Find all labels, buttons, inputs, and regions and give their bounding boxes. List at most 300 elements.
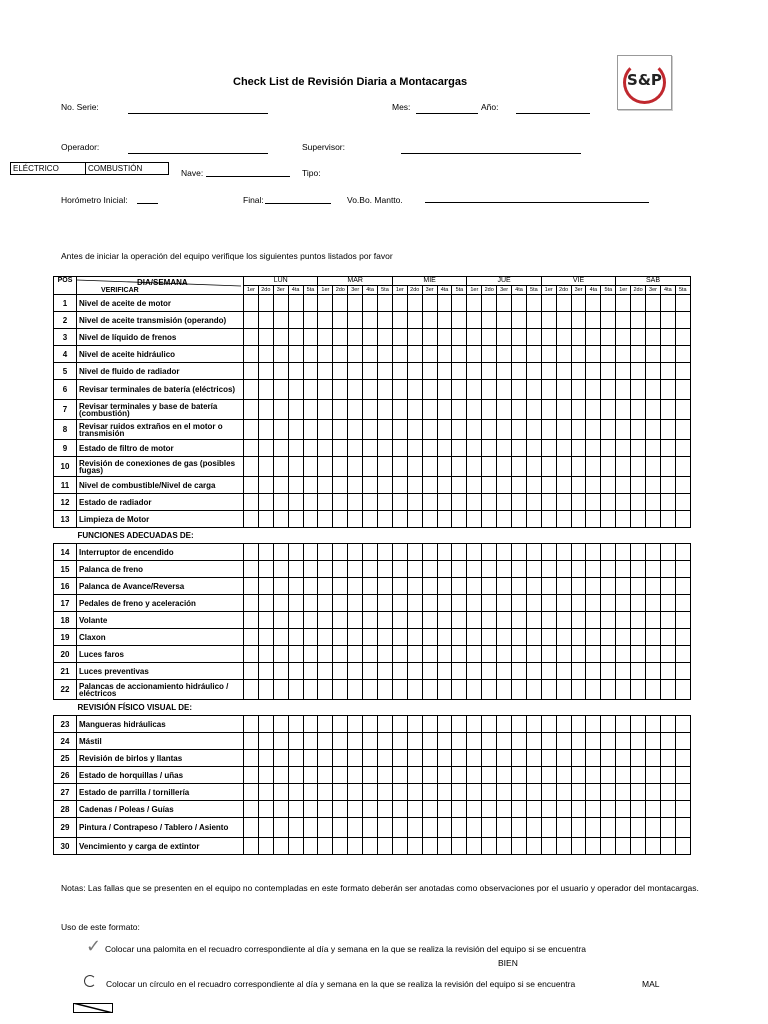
check-cell[interactable] — [378, 663, 393, 680]
check-cell[interactable] — [422, 612, 437, 629]
check-cell[interactable] — [467, 733, 482, 750]
check-cell[interactable] — [586, 801, 601, 818]
check-cell[interactable] — [407, 784, 422, 801]
check-cell[interactable] — [660, 400, 675, 420]
check-cell[interactable] — [348, 733, 363, 750]
check-cell[interactable] — [437, 346, 452, 363]
check-cell[interactable] — [616, 295, 631, 312]
check-cell[interactable] — [601, 646, 616, 663]
check-cell[interactable] — [258, 663, 273, 680]
check-cell[interactable] — [318, 767, 333, 784]
check-cell[interactable] — [660, 380, 675, 400]
check-cell[interactable] — [646, 544, 661, 561]
check-cell[interactable] — [541, 440, 556, 457]
check-cell[interactable] — [571, 295, 586, 312]
check-cell[interactable] — [244, 380, 259, 400]
check-cell[interactable] — [497, 312, 512, 329]
check-cell[interactable] — [333, 750, 348, 767]
check-cell[interactable] — [660, 750, 675, 767]
check-cell[interactable] — [601, 663, 616, 680]
check-cell[interactable] — [348, 457, 363, 477]
check-cell[interactable] — [571, 400, 586, 420]
check-cell[interactable] — [273, 733, 288, 750]
check-cell[interactable] — [616, 838, 631, 855]
check-cell[interactable] — [348, 578, 363, 595]
check-cell[interactable] — [437, 363, 452, 380]
check-cell[interactable] — [601, 494, 616, 511]
check-cell[interactable] — [601, 750, 616, 767]
check-cell[interactable] — [467, 595, 482, 612]
check-cell[interactable] — [497, 511, 512, 528]
check-cell[interactable] — [348, 663, 363, 680]
check-cell[interactable] — [422, 561, 437, 578]
check-cell[interactable] — [407, 440, 422, 457]
check-cell[interactable] — [363, 544, 378, 561]
check-cell[interactable] — [273, 838, 288, 855]
check-cell[interactable] — [601, 457, 616, 477]
check-cell[interactable] — [541, 680, 556, 700]
check-cell[interactable] — [452, 511, 467, 528]
check-cell[interactable] — [303, 801, 318, 818]
check-cell[interactable] — [631, 629, 646, 646]
check-cell[interactable] — [258, 329, 273, 346]
check-cell[interactable] — [363, 629, 378, 646]
check-cell[interactable] — [586, 767, 601, 784]
check-cell[interactable] — [378, 440, 393, 457]
check-cell[interactable] — [363, 663, 378, 680]
check-cell[interactable] — [586, 733, 601, 750]
check-cell[interactable] — [616, 818, 631, 838]
check-cell[interactable] — [467, 716, 482, 733]
check-cell[interactable] — [467, 578, 482, 595]
check-cell[interactable] — [526, 329, 541, 346]
check-cell[interactable] — [616, 680, 631, 700]
check-cell[interactable] — [348, 561, 363, 578]
check-cell[interactable] — [660, 801, 675, 818]
check-cell[interactable] — [512, 312, 527, 329]
check-cell[interactable] — [646, 346, 661, 363]
check-cell[interactable] — [512, 544, 527, 561]
check-cell[interactable] — [631, 750, 646, 767]
check-cell[interactable] — [378, 561, 393, 578]
check-cell[interactable] — [333, 561, 348, 578]
check-cell[interactable] — [303, 663, 318, 680]
check-cell[interactable] — [586, 663, 601, 680]
check-cell[interactable] — [318, 733, 333, 750]
combustion-box[interactable]: COMBUSTIÓN — [85, 162, 169, 175]
check-cell[interactable] — [303, 750, 318, 767]
check-cell[interactable] — [273, 329, 288, 346]
check-cell[interactable] — [631, 420, 646, 440]
check-cell[interactable] — [660, 312, 675, 329]
check-cell[interactable] — [541, 511, 556, 528]
check-cell[interactable] — [482, 440, 497, 457]
check-cell[interactable] — [571, 767, 586, 784]
check-cell[interactable] — [616, 733, 631, 750]
check-cell[interactable] — [660, 784, 675, 801]
check-cell[interactable] — [333, 801, 348, 818]
check-cell[interactable] — [407, 477, 422, 494]
check-cell[interactable] — [318, 295, 333, 312]
check-cell[interactable] — [303, 380, 318, 400]
check-cell[interactable] — [571, 544, 586, 561]
check-cell[interactable] — [407, 329, 422, 346]
check-cell[interactable] — [407, 663, 422, 680]
check-cell[interactable] — [467, 295, 482, 312]
check-cell[interactable] — [288, 629, 303, 646]
check-cell[interactable] — [541, 295, 556, 312]
check-cell[interactable] — [452, 629, 467, 646]
check-cell[interactable] — [541, 457, 556, 477]
check-cell[interactable] — [586, 561, 601, 578]
check-cell[interactable] — [482, 457, 497, 477]
check-cell[interactable] — [273, 295, 288, 312]
check-cell[interactable] — [497, 440, 512, 457]
check-cell[interactable] — [646, 595, 661, 612]
check-cell[interactable] — [616, 346, 631, 363]
check-cell[interactable] — [541, 595, 556, 612]
check-cell[interactable] — [571, 363, 586, 380]
check-cell[interactable] — [675, 716, 690, 733]
check-cell[interactable] — [482, 612, 497, 629]
check-cell[interactable] — [512, 561, 527, 578]
check-cell[interactable] — [303, 477, 318, 494]
check-cell[interactable] — [288, 400, 303, 420]
check-cell[interactable] — [616, 612, 631, 629]
check-cell[interactable] — [303, 733, 318, 750]
check-cell[interactable] — [660, 646, 675, 663]
check-cell[interactable] — [422, 838, 437, 855]
check-cell[interactable] — [363, 477, 378, 494]
check-cell[interactable] — [646, 663, 661, 680]
check-cell[interactable] — [541, 420, 556, 440]
check-cell[interactable] — [497, 838, 512, 855]
check-cell[interactable] — [571, 494, 586, 511]
check-cell[interactable] — [556, 363, 571, 380]
check-cell[interactable] — [646, 733, 661, 750]
check-cell[interactable] — [318, 801, 333, 818]
check-cell[interactable] — [244, 561, 259, 578]
check-cell[interactable] — [526, 363, 541, 380]
check-cell[interactable] — [497, 801, 512, 818]
check-cell[interactable] — [675, 329, 690, 346]
check-cell[interactable] — [452, 680, 467, 700]
check-cell[interactable] — [318, 457, 333, 477]
check-cell[interactable] — [303, 312, 318, 329]
check-cell[interactable] — [392, 380, 407, 400]
check-cell[interactable] — [512, 733, 527, 750]
check-cell[interactable] — [526, 400, 541, 420]
check-cell[interactable] — [288, 346, 303, 363]
check-cell[interactable] — [437, 295, 452, 312]
check-cell[interactable] — [318, 329, 333, 346]
check-cell[interactable] — [244, 544, 259, 561]
check-cell[interactable] — [258, 346, 273, 363]
check-cell[interactable] — [303, 612, 318, 629]
check-cell[interactable] — [244, 511, 259, 528]
check-cell[interactable] — [556, 784, 571, 801]
check-cell[interactable] — [392, 363, 407, 380]
check-cell[interactable] — [273, 544, 288, 561]
check-cell[interactable] — [348, 477, 363, 494]
check-cell[interactable] — [631, 457, 646, 477]
check-cell[interactable] — [348, 363, 363, 380]
check-cell[interactable] — [407, 561, 422, 578]
check-cell[interactable] — [258, 612, 273, 629]
check-cell[interactable] — [363, 295, 378, 312]
check-cell[interactable] — [333, 544, 348, 561]
check-cell[interactable] — [646, 457, 661, 477]
check-cell[interactable] — [675, 801, 690, 818]
check-cell[interactable] — [378, 400, 393, 420]
check-cell[interactable] — [392, 511, 407, 528]
check-cell[interactable] — [363, 561, 378, 578]
check-cell[interactable] — [244, 733, 259, 750]
check-cell[interactable] — [616, 578, 631, 595]
check-cell[interactable] — [318, 400, 333, 420]
check-cell[interactable] — [318, 346, 333, 363]
check-cell[interactable] — [288, 595, 303, 612]
check-cell[interactable] — [422, 733, 437, 750]
check-cell[interactable] — [526, 494, 541, 511]
check-cell[interactable] — [541, 784, 556, 801]
check-cell[interactable] — [303, 544, 318, 561]
check-cell[interactable] — [660, 544, 675, 561]
check-cell[interactable] — [288, 801, 303, 818]
check-cell[interactable] — [631, 400, 646, 420]
check-cell[interactable] — [392, 561, 407, 578]
check-cell[interactable] — [616, 363, 631, 380]
check-cell[interactable] — [601, 312, 616, 329]
check-cell[interactable] — [675, 544, 690, 561]
check-cell[interactable] — [616, 477, 631, 494]
check-cell[interactable] — [556, 346, 571, 363]
check-cell[interactable] — [526, 544, 541, 561]
check-cell[interactable] — [467, 440, 482, 457]
check-cell[interactable] — [244, 400, 259, 420]
check-cell[interactable] — [452, 733, 467, 750]
check-cell[interactable] — [571, 420, 586, 440]
check-cell[interactable] — [407, 595, 422, 612]
check-cell[interactable] — [348, 801, 363, 818]
check-cell[interactable] — [363, 733, 378, 750]
check-cell[interactable] — [660, 295, 675, 312]
check-cell[interactable] — [675, 511, 690, 528]
check-cell[interactable] — [601, 767, 616, 784]
check-cell[interactable] — [586, 612, 601, 629]
check-cell[interactable] — [601, 578, 616, 595]
check-cell[interactable] — [571, 440, 586, 457]
check-cell[interactable] — [541, 629, 556, 646]
check-cell[interactable] — [497, 818, 512, 838]
check-cell[interactable] — [363, 420, 378, 440]
check-cell[interactable] — [303, 680, 318, 700]
check-cell[interactable] — [258, 646, 273, 663]
check-cell[interactable] — [452, 561, 467, 578]
check-cell[interactable] — [675, 494, 690, 511]
check-cell[interactable] — [378, 380, 393, 400]
check-cell[interactable] — [512, 477, 527, 494]
check-cell[interactable] — [556, 440, 571, 457]
check-cell[interactable] — [467, 818, 482, 838]
check-cell[interactable] — [556, 818, 571, 838]
check-cell[interactable] — [556, 380, 571, 400]
check-cell[interactable] — [512, 767, 527, 784]
check-cell[interactable] — [675, 595, 690, 612]
check-cell[interactable] — [452, 329, 467, 346]
check-cell[interactable] — [422, 477, 437, 494]
check-cell[interactable] — [616, 750, 631, 767]
check-cell[interactable] — [422, 295, 437, 312]
check-cell[interactable] — [631, 680, 646, 700]
check-cell[interactable] — [631, 767, 646, 784]
check-cell[interactable] — [616, 400, 631, 420]
check-cell[interactable] — [616, 312, 631, 329]
check-cell[interactable] — [244, 420, 259, 440]
check-cell[interactable] — [571, 477, 586, 494]
check-cell[interactable] — [437, 818, 452, 838]
check-cell[interactable] — [675, 818, 690, 838]
check-cell[interactable] — [646, 578, 661, 595]
check-cell[interactable] — [288, 561, 303, 578]
check-cell[interactable] — [392, 400, 407, 420]
check-cell[interactable] — [452, 801, 467, 818]
check-cell[interactable] — [586, 380, 601, 400]
check-cell[interactable] — [660, 420, 675, 440]
check-cell[interactable] — [318, 561, 333, 578]
vobo-field[interactable] — [425, 202, 649, 203]
check-cell[interactable] — [541, 312, 556, 329]
check-cell[interactable] — [646, 511, 661, 528]
check-cell[interactable] — [378, 680, 393, 700]
check-cell[interactable] — [392, 784, 407, 801]
check-cell[interactable] — [467, 801, 482, 818]
check-cell[interactable] — [512, 346, 527, 363]
check-cell[interactable] — [497, 733, 512, 750]
check-cell[interactable] — [571, 733, 586, 750]
check-cell[interactable] — [541, 646, 556, 663]
check-cell[interactable] — [660, 680, 675, 700]
check-cell[interactable] — [318, 663, 333, 680]
check-cell[interactable] — [616, 646, 631, 663]
check-cell[interactable] — [467, 663, 482, 680]
check-cell[interactable] — [586, 329, 601, 346]
check-cell[interactable] — [422, 457, 437, 477]
check-cell[interactable] — [556, 716, 571, 733]
check-cell[interactable] — [646, 477, 661, 494]
check-cell[interactable] — [631, 346, 646, 363]
check-cell[interactable] — [675, 420, 690, 440]
check-cell[interactable] — [660, 494, 675, 511]
check-cell[interactable] — [303, 838, 318, 855]
check-cell[interactable] — [437, 750, 452, 767]
check-cell[interactable] — [258, 595, 273, 612]
check-cell[interactable] — [482, 801, 497, 818]
check-cell[interactable] — [631, 784, 646, 801]
check-cell[interactable] — [526, 380, 541, 400]
check-cell[interactable] — [571, 595, 586, 612]
check-cell[interactable] — [303, 440, 318, 457]
check-cell[interactable] — [556, 420, 571, 440]
check-cell[interactable] — [288, 663, 303, 680]
check-cell[interactable] — [363, 380, 378, 400]
check-cell[interactable] — [392, 663, 407, 680]
check-cell[interactable] — [437, 629, 452, 646]
check-cell[interactable] — [526, 680, 541, 700]
check-cell[interactable] — [482, 420, 497, 440]
nave-field[interactable] — [206, 176, 290, 177]
check-cell[interactable] — [660, 363, 675, 380]
check-cell[interactable] — [541, 400, 556, 420]
check-cell[interactable] — [273, 312, 288, 329]
check-cell[interactable] — [660, 733, 675, 750]
check-cell[interactable] — [586, 400, 601, 420]
check-cell[interactable] — [318, 420, 333, 440]
check-cell[interactable] — [571, 346, 586, 363]
check-cell[interactable] — [288, 838, 303, 855]
check-cell[interactable] — [616, 420, 631, 440]
check-cell[interactable] — [437, 477, 452, 494]
check-cell[interactable] — [571, 750, 586, 767]
check-cell[interactable] — [407, 544, 422, 561]
check-cell[interactable] — [333, 400, 348, 420]
check-cell[interactable] — [616, 663, 631, 680]
check-cell[interactable] — [601, 400, 616, 420]
check-cell[interactable] — [512, 801, 527, 818]
check-cell[interactable] — [422, 400, 437, 420]
check-cell[interactable] — [541, 663, 556, 680]
check-cell[interactable] — [601, 380, 616, 400]
check-cell[interactable] — [452, 646, 467, 663]
check-cell[interactable] — [541, 346, 556, 363]
check-cell[interactable] — [378, 595, 393, 612]
check-cell[interactable] — [660, 578, 675, 595]
check-cell[interactable] — [288, 494, 303, 511]
check-cell[interactable] — [303, 457, 318, 477]
check-cell[interactable] — [288, 477, 303, 494]
check-cell[interactable] — [378, 629, 393, 646]
check-cell[interactable] — [556, 733, 571, 750]
check-cell[interactable] — [601, 561, 616, 578]
check-cell[interactable] — [497, 295, 512, 312]
check-cell[interactable] — [601, 544, 616, 561]
check-cell[interactable] — [646, 818, 661, 838]
check-cell[interactable] — [303, 716, 318, 733]
check-cell[interactable] — [631, 561, 646, 578]
check-cell[interactable] — [273, 629, 288, 646]
check-cell[interactable] — [244, 767, 259, 784]
check-cell[interactable] — [556, 838, 571, 855]
check-cell[interactable] — [244, 363, 259, 380]
check-cell[interactable] — [660, 329, 675, 346]
check-cell[interactable] — [437, 663, 452, 680]
check-cell[interactable] — [571, 629, 586, 646]
check-cell[interactable] — [363, 329, 378, 346]
check-cell[interactable] — [348, 400, 363, 420]
check-cell[interactable] — [244, 646, 259, 663]
check-cell[interactable] — [378, 295, 393, 312]
check-cell[interactable] — [646, 680, 661, 700]
check-cell[interactable] — [482, 363, 497, 380]
check-cell[interactable] — [497, 595, 512, 612]
check-cell[interactable] — [303, 363, 318, 380]
check-cell[interactable] — [675, 400, 690, 420]
check-cell[interactable] — [437, 420, 452, 440]
check-cell[interactable] — [392, 457, 407, 477]
check-cell[interactable] — [392, 629, 407, 646]
check-cell[interactable] — [631, 329, 646, 346]
check-cell[interactable] — [258, 380, 273, 400]
